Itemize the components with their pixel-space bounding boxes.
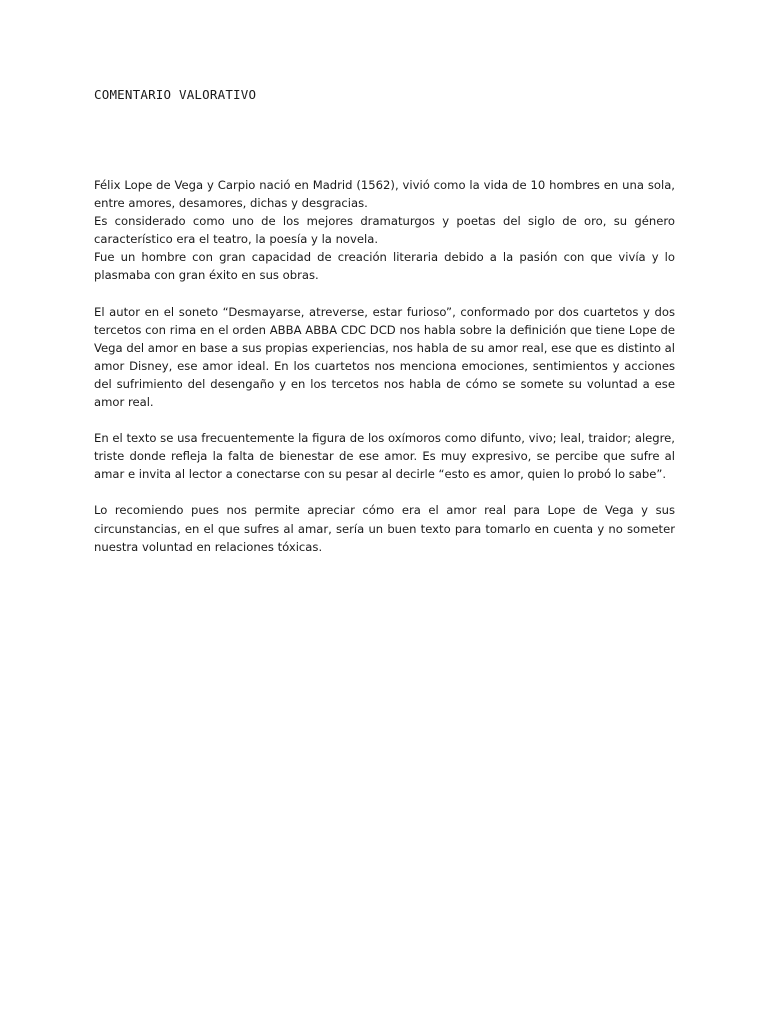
paragraph-sonnet: El autor en el soneto “Desmayarse, atreverse, estar furioso”, conformado por dos cuartetos y dos tercetos con rima en el orden ABBA ABBA CDC DCD nos habla sobre la definición que tiene Lope de Vega del amor en base a sus propias experiencias, nos habla de su amor real, ese que es distinto al amor Disney, ese amor ideal. En los cuartetos nos menciona emociones, sentimientos y acciones del sufrimiento del desengaño y en los tercetos nos habla de cómo se somete su voluntad a ese amor real.	[94, 304, 675, 410]
paragraph-oxymorons: En el texto se usa frecuentemente la figura de los oxímoros como difunto, vivo; leal, traidor; alegre, triste donde refleja la falta de bienestar de ese amor. Es muy expresivo, se percibe que sufre al amar e invita al lector a conectarse con su pesar al decirle “esto es amor, quien lo probó lo sabe”.	[94, 431, 675, 482]
document-title: COMENTARIO VALORATIVO	[94, 87, 257, 102]
paragraph-dramatist: Es considerado como uno de los mejores dramaturgos y poetas del siglo de oro, su género característico era el teatro, la poesía y la novela.	[94, 214, 675, 247]
paragraph-recommendation: Lo recomiendo pues nos permite apreciar cómo era el amor real para Lope de Vega y sus circunstancias, en el que sufres al amar, sería un buen texto para tomarlo en cuenta y no someter nuestra voluntad en relaciones tóxicas.	[94, 503, 675, 554]
paragraph-biography: Félix Lope de Vega y Carpio nació en Madrid (1562), vivió como la vida de 10 hombres en una sola, entre amores, desamores, dichas y desgracias.	[94, 178, 675, 211]
document-body	[94, 176, 675, 556]
paragraph-creativity: Fue un hombre con gran capacidad de creación literaria debido a la pasión con que vivía y lo plasmaba con gran éxito en sus obras.	[94, 250, 675, 283]
